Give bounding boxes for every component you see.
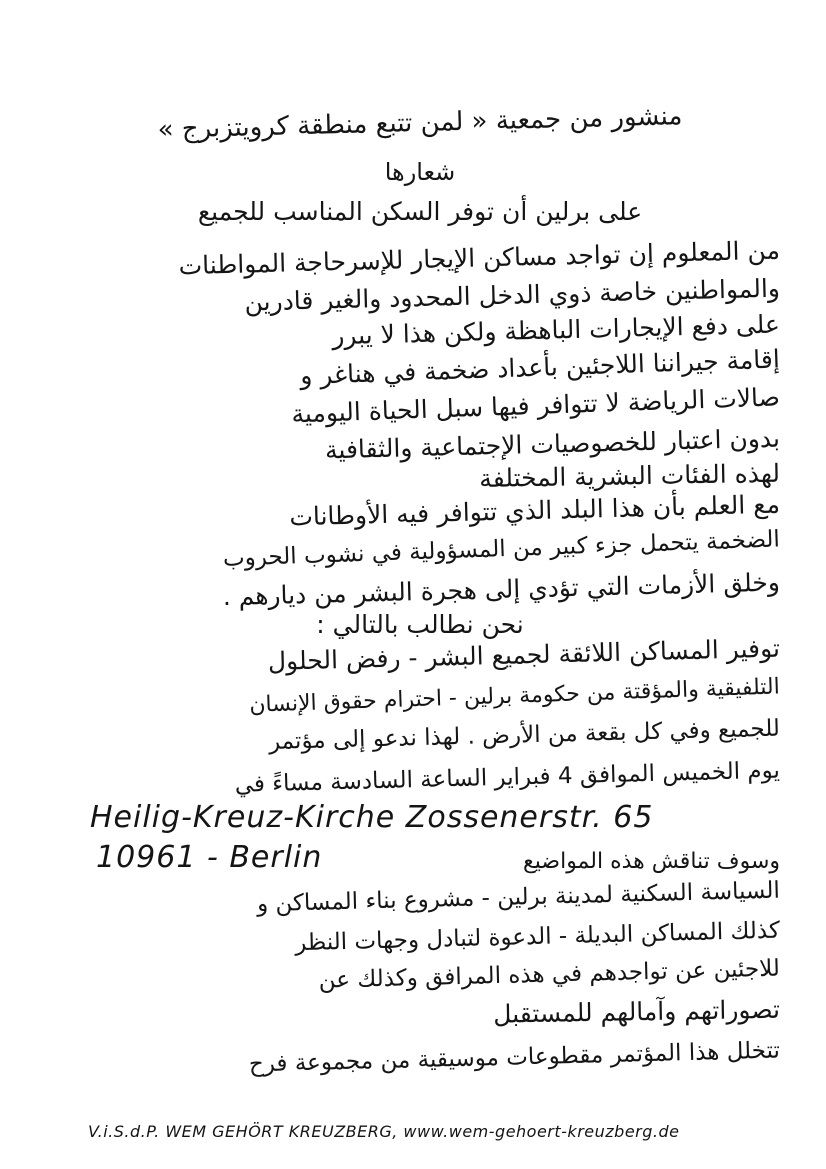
closing-line: تصوراتهم وآمالهم للمستقبل [493,994,781,1029]
body-line: الضخمة يتحمل جزء كبير من المسؤولية في نشوب الحروب [222,526,781,572]
body-line: وخلق الأزمات التي تؤدي إلى هجرة البشر من ديارهم . [222,567,781,612]
closing-line: تتخلل هذا المؤتمر مقطوعات موسيقية من مجموعة فرح [248,1037,781,1078]
body-line: صالات الرياضة لا تتوافر فيها سبل الحياة اليومية [290,382,781,429]
flyer-title: منشور من جمعية « لمن تتبع منطقة كرويتزبرج » [157,101,683,145]
closing-line: وسوف تناقش هذه المواضيع [523,849,780,874]
address-street: Heilig-Kreuz-Kirche Zossenerstr. 65 [90,800,654,835]
body-line: للجميع وفي كل بقعة من الأرض . لهذا ندعو إلى مؤتمر [268,715,781,755]
body-line: من المعلوم إن تواجد مساكن الإيجار للإسرحاجة المواطنات [178,235,781,281]
body-line: التلفيقية والمؤقتة من حكومة برلين - احترام حقوق الإنسان [248,674,781,718]
body-line: مع العلم بأن هذا البلد الذي تتوافر فيه الأوطانات [288,489,781,532]
body-line: توفير المساكن اللائقة لجميع البشر - رفض الحلول [267,633,781,676]
body-line: بدون اعتبار للخصوصيات الإجتماعية والثقافية [324,423,781,465]
body-line: لهذه الفئات البشرية المختلفة [479,458,781,493]
slogan-label: شعارها [384,158,456,186]
body-line: يوم الخميس الموافق 4 فبراير الساعة السادسة مساءً في [234,757,781,798]
closing-line: السياسة السكنية لمدينة برلين - مشروع بناء المساكن و [256,877,781,918]
closing-line: للاجئين عن تواجدهم في هذه المرافق وكذلك عن [318,955,781,994]
body-line: إقامة جيراننا اللاجئين بأعداد ضخمة في هناغر و [299,344,781,391]
body-line: والمواطنين خاصة ذوي الدخل المحدود والغير قادرين [244,273,781,317]
body-line: على دفع الإيجارات الباهظة ولكن هذا لا يبرر [331,309,781,351]
imprint-footer: V.i.S.d.P. WEM GEHÖRT KREUZBERG, www.wem-gehoert-kreuzberg.de [88,1122,680,1141]
body-line: نحن نطالب بالتالي : [316,610,524,639]
closing-line: كذلك المساكن البديلة - الدعوة لتبادل وجهات النظر [294,917,781,957]
address-city: 10961 - Berlin [96,840,323,875]
slogan: على برلين أن توفر السكن المناسب للجميع [197,197,643,226]
